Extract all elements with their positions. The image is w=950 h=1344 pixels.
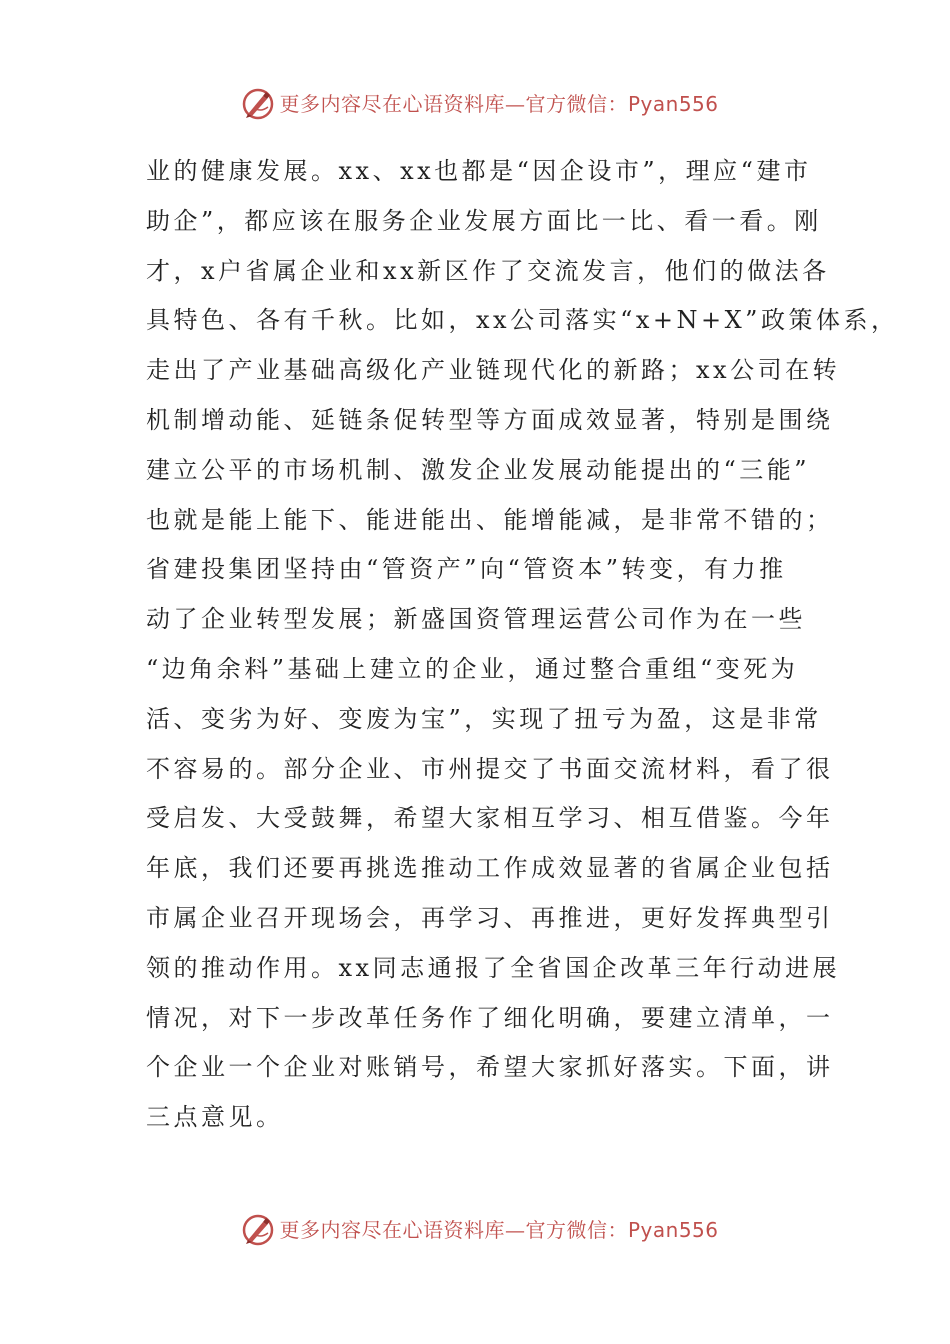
header-banner: [0, 84, 950, 124]
text-line: 市属企业召开现场会，再学习、再推进，更好发挥典型引: [146, 903, 834, 932]
text-line: 省建投集团坚持由“管资产”向“管资本”转变，有力推: [146, 555, 787, 584]
text-line: 受启发、大受鼓舞，希望大家相互学习、相互借鉴。今年: [146, 804, 834, 833]
text-line: 动了企业转型发展；新盛国资管理运营公司作为在一些: [146, 605, 806, 634]
text-line: 走出了产业基础高级化产业链现代化的新路；xx公司在转: [146, 356, 841, 385]
text-line: 助企”，都应该在服务企业发展方面比一比、看一看。刚: [146, 206, 822, 235]
text-line: 业的健康发展。xx、xx也都是“因企设市”，理应“建市: [146, 157, 812, 185]
text-line: 个企业一个企业对账销号，希望大家抓好落实。下面，讲: [146, 1053, 834, 1082]
header-banner-text: [279, 94, 718, 114]
footer-banner: [0, 1210, 950, 1250]
pen-logo-icon: [241, 87, 275, 121]
pen-logo-icon: [241, 1213, 275, 1247]
header-banner-label: 更多内容尽在心语资料库—官方微信：: [279, 92, 628, 116]
text-line: “边角余料”基础上建立的企业，通过整合重组“变死为: [146, 654, 799, 683]
text-line: 也就是能上能下、能进能出、能增能减，是非常不错的；: [146, 505, 834, 534]
text-line: 具特色、各有千秋。比如，xx公司落实“x+N+X”政策体系，: [146, 306, 899, 335]
document-body: [146, 147, 899, 1143]
footer-wechat-id: Pyan556: [627, 1218, 719, 1242]
footer-banner-text: [279, 1220, 718, 1240]
header-banner-content: [241, 87, 718, 121]
text-line: 建立公平的市场机制、激发企业发展动能提出的“三能”: [146, 455, 811, 484]
footer-banner-label: 更多内容尽在心语资料库—官方微信：: [279, 1218, 628, 1242]
text-line: 年底，我们还要再挑选推动工作成效显著的省属企业包括: [146, 854, 834, 883]
text-line: 机制增动能、延链条促转型等方面成效显著，特别是围绕: [146, 405, 834, 434]
text-line: 领的推动作用。xx同志通报了全省国企改革三年行动进展: [146, 953, 841, 982]
text-line: 活、变劣为好、变废为宝”，实现了扭亏为盈，这是非常: [146, 704, 822, 733]
text-line: 三点意见。: [146, 1103, 284, 1132]
text-line: 情况，对下一步改革任务作了细化明确，要建立清单，一: [146, 1003, 834, 1032]
text-line: 不容易的。部分企业、市州提交了书面交流材料，看了很: [146, 754, 834, 783]
header-wechat-id: Pyan556: [627, 92, 719, 116]
text-line: 才，x户省属企业和xx新区作了交流发言，他们的做法各: [146, 256, 830, 285]
footer-banner-content: [241, 1213, 718, 1247]
